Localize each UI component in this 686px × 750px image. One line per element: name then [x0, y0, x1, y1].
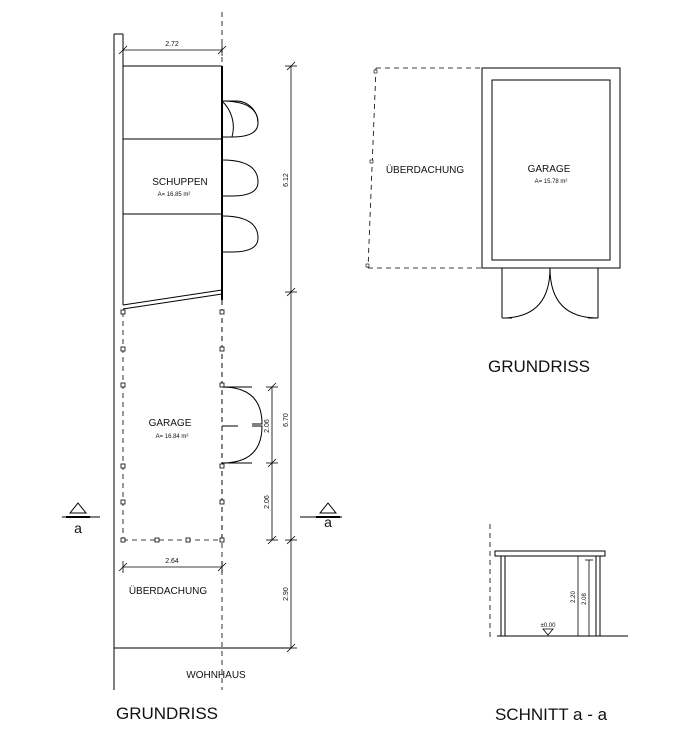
section-drawing: [490, 524, 628, 724]
dimension-vertical-door: [264, 383, 278, 544]
section-level: ±0.00: [540, 623, 556, 629]
svg-text:2.64: 2.64: [165, 558, 179, 565]
house-label: WOHNHAUS: [186, 670, 246, 681]
section-marker-right: [300, 503, 342, 530]
svg-text:6.70: 6.70: [283, 413, 290, 427]
garage-block: [121, 300, 262, 542]
right-canopy-label: ÜBERDACHUNG: [385, 165, 465, 176]
shed-door-3: [222, 216, 258, 252]
right-garage-door: [502, 268, 598, 318]
svg-text:2.08: 2.08: [582, 593, 588, 605]
svg-text:2.06: 2.06: [264, 419, 271, 433]
svg-text:6.12: 6.12: [283, 173, 290, 187]
dimension-vertical-total: [283, 62, 297, 652]
left-floor-plan: [62, 12, 342, 723]
svg-text:2.90: 2.90: [283, 587, 290, 601]
right-floor-plan: [366, 68, 620, 376]
garage-door: [222, 387, 262, 463]
shed-door-2: [222, 160, 258, 196]
canopy-label: ÜBERDACHUNG: [128, 586, 208, 597]
right-plan-title: GRUNDRISS: [487, 357, 591, 376]
svg-text:2.06: 2.06: [264, 495, 271, 509]
section-roof: [495, 551, 605, 556]
right-garage-label: GARAGE: [527, 164, 571, 175]
svg-text:a: a: [74, 520, 82, 536]
shed-area: A= 16.85 m²: [157, 192, 191, 198]
garage-area: A= 16.84 m²: [155, 434, 189, 440]
svg-text:2.72: 2.72: [165, 41, 179, 48]
garage-label: GARAGE: [148, 418, 192, 429]
svg-text:2.20: 2.20: [571, 591, 577, 603]
section-title: SCHNITT a - a: [494, 705, 608, 724]
shed-block: [123, 66, 258, 309]
section-marker-left: [62, 503, 100, 536]
dimension-garage-width: [119, 558, 226, 573]
left-plan-title: GRUNDRISS: [115, 704, 219, 723]
right-garage-area: A= 15.78 m²: [534, 179, 568, 185]
dimension-top: [119, 41, 226, 56]
shed-door-1: [222, 101, 258, 137]
svg-text:a: a: [324, 514, 332, 530]
shed-label: SCHUPPEN: [152, 177, 208, 188]
